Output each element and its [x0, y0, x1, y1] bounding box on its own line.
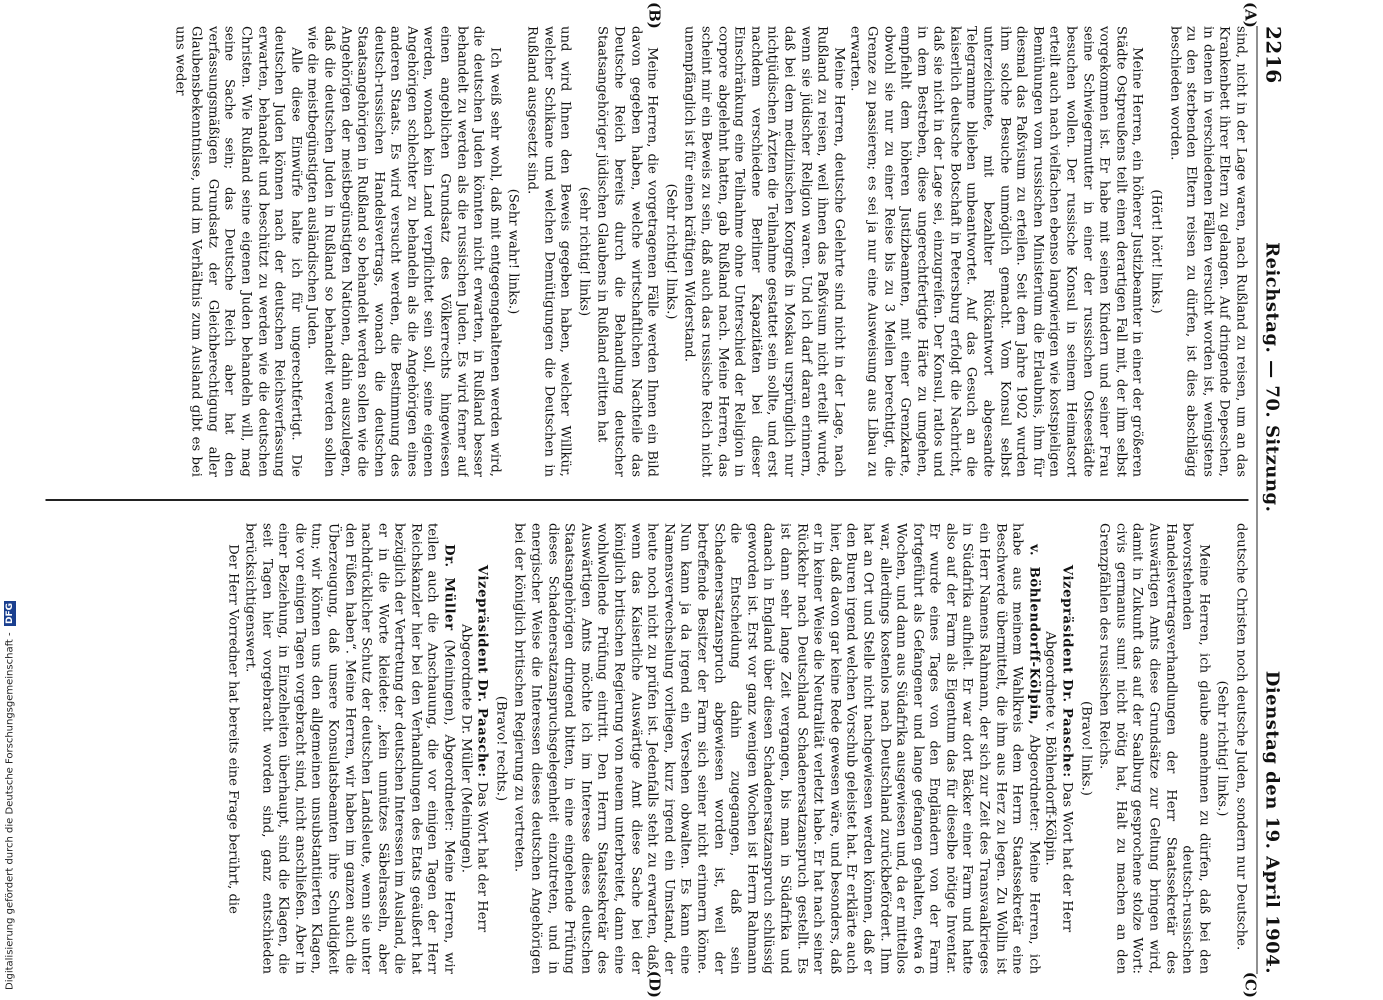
- speaker-name: Vizepräsident Dr. Paasche:: [474, 564, 490, 778]
- speaker-name: Dr. Müller: [441, 544, 457, 631]
- document-page: [20, 0, 1303, 1000]
- paragraph-text: Meine Herren, ich glaube annehmen zu dürfen, daß bei den bevorstehenden deutsch-russischen Handelsvertragsverhandlungen der Herr Staatssekretär des Auswärtigen Amts diese Grundsätze zur Geltung bringen wird, damit in Zukunft das auf der Saalburg gesprochene stolze Wort: civis germanus sum! nicht nötig hat, Halt zu machen an den Grenzpfählen des russischen Reichs.: [1096, 523, 1211, 974]
- paragraph-text: (Sehr wahr! links.): [505, 188, 521, 315]
- paragraph-text: Der Herr Vorredner hat bereits eine Frage berührt, die: [225, 544, 241, 914]
- paragraph-text: deutsche Christen noch deutsche Juden, sondern nur Deutsche.: [1233, 523, 1248, 951]
- paragraph: [240, 523, 456, 974]
- paragraph: [846, 26, 1145, 477]
- interjection: [491, 523, 508, 974]
- paragraph-text: (Bravo! rechts.): [492, 695, 508, 802]
- session-date: Dienstag den 19. April 1904.: [1261, 670, 1282, 974]
- page-header: [1256, 26, 1285, 974]
- paragraph-text: Meine Herren, ein höherer Justizbeamter in einer der größeren Städte Ostpreußens teilt einen derartigen Fall mit, der ihm selbst vorgekommen ist. Er habe mit seinen Kindern und seiner Frau seine Schwiegermutter in einer der russischen Ostseestädte besuchen wollen. Der russische Konsul in seinem Heimatsort erteilt auch nach vielfachen ebenso langwierigen wie kostspieligen Bemühungen vom russischen Ministerium die Erlaubnis, ihm für diesmal das Paßvisum zu erteilen. Seit dem Jahre 1902 wurden ihm solche Besuche unmöglich gemacht. Vom Konsul selbst unterzeichnete, mit bezahlter Rückantwort abgesandte Telegramme blieben unbeantwortet. Auf das Gesuch an die kaiserlich deutsche Botschaft in Petersburg erfolgt die Nachricht, daß sie nicht in der Lage sei, einzugreifen. Der Konsul, ratlos und in dem Bestreben, diese ungerechtfertigte Härte zu umgehen, empfiehlt dem höheren Justizbeamten, mit einer Grenzkarte, obwohl sie nur zu einer Reise bis zu 3 Meilen berechtigt, die Grenze zu passieren; es sei ja nur eine Ausweisung aus Libau zu erwarten.: [847, 26, 1145, 477]
- paragraph: [522, 26, 572, 477]
- digitization-credit: [4, 200, 16, 990]
- chair-announcement: [1041, 523, 1074, 974]
- paragraph: [224, 523, 241, 974]
- interjection: [1213, 523, 1230, 974]
- column-divider: [45, 499, 1248, 501]
- interjection: [1076, 523, 1093, 974]
- paragraph: [593, 26, 659, 477]
- interjection: [504, 26, 521, 477]
- paragraph-text: Meine Herren, die vorgetragenen Fälle werden Ihnen ein Bild davon gegeben haben, welche wirtschaftlichen Nachteile das Deutsche Reich bereits durch die Behandlung deutscher Staatsangehöriger jüdischen Glaubens in Rußland erlitten hat: [594, 26, 660, 477]
- credit-text: Digitalisierung gefördert durch die Deutsche Forschungsgemeinschaft -: [4, 632, 16, 990]
- paragraph-text: Ich weiß sehr wohl, daß mit entgegengehaltenen werden wird, die deutschen Juden könnten nicht erwarten, in Rußland besser behandelt zu werden als die russischen Juden. Es wird ferner auf einen angeblichen Grundsatz des Völkerrechts hingewiesen werden, wonach kein Land verpflichtet sein soll, seine eigenen Angehörigen schlechter zu behandeln als die Angehörigen eines anderen Staats. Es wird versucht werden, die Bestimmung des deutsch-russischen Handelsvertrags, wonach die deutschen Staatsangehörigen in Rußland so behandelt werden sollen wie die Angehörigen der meistbegünstigten Nationen, dahin auszulegen, daß die deutschen Juden in Rußland so behandelt werden sollen wie die meistbegünstigten ausländischen Juden.: [304, 26, 502, 477]
- margin-marker-a: (A): [1241, 2, 1259, 28]
- paragraph: [303, 26, 502, 477]
- speaker-name: Vizepräsident Dr. Paasche:: [1059, 564, 1075, 778]
- paragraph: [170, 26, 303, 477]
- left-column: [45, 26, 1248, 477]
- text-columns: [45, 26, 1248, 974]
- right-column: [45, 523, 1248, 974]
- paragraph-text: Das Wort hat der Herr Abgeordnete v. Böhlendorff-Kölpin.: [1042, 631, 1075, 933]
- paragraph-text: sind, nicht in der Lage waren, nach Rußland zu reisen, um an das Krankenbett ihrer Eltern zu gelangen. Auf dringende Depeschen, in denen in verschiedenen Fällen versucht worden ist, wenigstens zu den sterbenden Eltern reisen zu dürfen, ist dies abschlägig beschieden worden.: [1166, 26, 1248, 477]
- margin-marker-c: (C): [1241, 971, 1259, 998]
- margin-marker-d: (D): [645, 970, 663, 998]
- speaker-name: v. Böhlendorff-Kölpin,: [1025, 544, 1041, 726]
- paragraph-text: (Bravo! links.): [1077, 701, 1093, 796]
- paragraph-text: (sehr richtig! links): [575, 186, 591, 317]
- paragraph: [1095, 523, 1211, 974]
- chair-announcement: [456, 523, 489, 974]
- page-number: 2216: [1261, 26, 1285, 84]
- paragraph-text: Das Wort hat der Herr Abgeordnete Dr. Müller (Meiningen).: [457, 624, 490, 933]
- interjection: [574, 26, 591, 477]
- paragraph-text: Alle diese Einwürfe halte ich für ungerechtfertigt. Die deutschen Juden können nach der deutschen Reichsverfassung erwarten, behandelt und beschützt zu werden wie die deutschen Christen. Wie Rußland seine eigenen Juden behandeln will, mag seine Sache sein; das Deutsche Reich aber hat den verfassungsmäßigen Grundsatz der Gleichberechtigung aller Glaubensbekenntnisse, und im Verhältnis zum Ausland gibt es bei uns weder: [171, 26, 303, 477]
- paragraph: [1165, 26, 1248, 477]
- paragraph: [680, 26, 846, 477]
- paragraph-text: (Sehr richtig! links.): [1214, 680, 1230, 817]
- paragraph-text: (Meiningen), Abgeordneter: Meine Herren, wir teilen auch die Anschauung, die vor einigen Tagen der Herr Reichskanzler hier bei den Verhandlungen des Etats geäußert hat bezüglich der Vertretung der deutschen Interessen im Ausland, die er in die Worte kleidete: „kein unnützes Säbelrasseln, aber nachdrücklicher Schutz der deutschen Landsleute, wenn sie unter den Füßen haben“. Meine Herren, wir haben im ganzen auch die Überzeugung, daß unsere Konsulatsbeamten ihre Schuldigkeit tun; wir können uns den allgemeinen unsubstantiierten Klagen, die vor einigen Tagen vorgebracht sind, nicht anschließen. Aber in einer Beziehung, in Einzelheiten überhaupt, sind die Klagen, die seit Tagen hier vorgebracht worden sind, ganz entschieden berücksichtigenswert.: [241, 523, 457, 974]
- session-title: Reichstag. — 70. Sitzung.: [1261, 242, 1282, 513]
- dfg-logo: DFG: [5, 603, 15, 625]
- paragraph: [1231, 523, 1248, 974]
- paragraph-text: und wird Ihnen den Beweis gegeben haben, welcher Willkür, welcher Schikane und welchen Demütigungen die Deutschen in Rußland ausgesetzt sind.: [524, 26, 573, 477]
- paragraph-text: (Sehr richtig! links.): [662, 183, 678, 320]
- paragraph: [510, 523, 1041, 974]
- margin-marker-b: (B): [645, 2, 663, 29]
- paragraph-text: Abgeordneter: Meine Herren, ich habe aus meinem Wahlkreis dem Herrn Staatssekretär eine Beschwerde übermittelt, die ihm aus Herz zu legen. Zu Wollin ist ein Herr Namens Rahmann, der sich zur Zeit des Transvaalkrieges in Südafrika aufhielt. Er war dort Bäcker einer Farm und hatte also auf der Farm als Eigentum das für dieselbe nötige Inventar. Er wurde eines Tages von den Engländern von der Farm fortgeführt als Gefangener und lange gefangen gehalten, etwa 6 Wochen, und dann aus Südafrika ausgewiesen und, da er mittellos war, allerdings kostenlos nach Deutschland zurückbefördert. Ihm hat an Ort und Stelle nicht nachgewiesen werden können, daß er den Buren irgend welchen Vorschub geleistet hat. Er erklärte auch hier, daß davon gar keine Rede gewesen wäre, und besonders, daß er in keiner Weise die Neutralität verletzt habe. Er hat nach seiner Rückkehr nach Deutschland Schadenersatzanspruch gestellt. Es ist dann sehr lange Zeit vergangen, bis man in Südafrika und danach in England über diesen Schadenersatzanspruch schlüssig geworden ist. Erst vor ganz wenigen Wochen ist Herrn Rahmann die Entscheidung dahin zugegangen, daß sein Schadenersatzanspruch abgewiesen worden ist, weil der betreffende Besitzer der Farm sich seiner nicht erinnern könne. Nun kann ja da irgend ein Versehen obwalten. Es kann eine Namensverwechselung vorliegen, kurz irgend ein Umstand, der heute noch nicht zu prüfen ist. Jedenfalls steht zu erwarten, daß, wenn das Kaiserliche Auswärtige Amt diese Sache bei der königlich britischen Regierung von neuem unterbreitet, dann eine wohlwollende Prüfung eintritt. Den Herrn Staatssekretär des Auswärtigen Amts möchte ich im Interesse dieses deutschen Staatsangehörigen dringend bitten, in eine eingehende Prüfung dieses Schadenersatzanspruchsgelegenheit einzutreten, und in energischer Weise die Interessen dieses deutschen Angehörigen bei der königlich britischen Regierung zu vertreten.: [511, 523, 1041, 974]
- paragraph-text: Meine Herren, deutsche Gelehrte sind nicht in der Lage, nach Rußland zu reisen, weil ihnen das Paßvisum nicht erteilt wurde, wenn sie jüdischer Religion waren. Und ich darf daran erinnern, daß bei dem medizinischen Kongreß in Moskau ursprünglich nur nichtjüdischen Ärzten die Teilnahme gestattet sein sollte, und erst nachdem verschiedene Berliner Kapazitäten bei dieser Einschränkung eine Teilnahme ohne Unterschied der Religion in corpore abgelehnt hatten, gab Rußland nach. Meine Herren, das scheint mir ein Beweis zu sein, daß auch das russische Reich nicht unempfänglich ist für einen kräftigen Widerstand.: [681, 26, 846, 477]
- paragraph-text: (Hört! hört! links.): [1148, 189, 1164, 314]
- interjection: [661, 26, 678, 477]
- interjection: [1146, 26, 1163, 477]
